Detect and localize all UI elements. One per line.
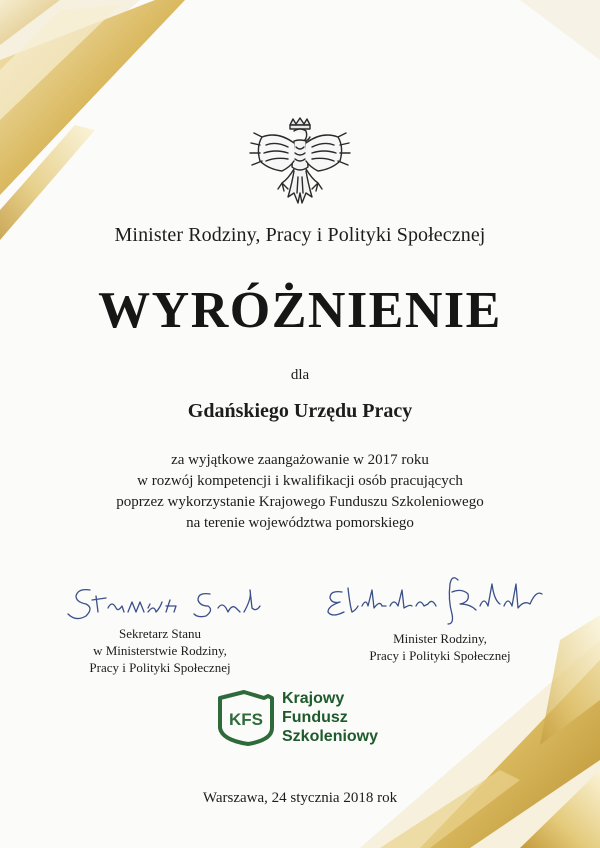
signatory-line: Minister Rodziny, [393, 631, 487, 646]
kfs-logo-text [282, 689, 378, 746]
citation-text [0, 450, 600, 534]
certificate-title: WYRÓŻNIENIE [98, 282, 502, 339]
right-signatory-title [340, 630, 540, 664]
kfs-shield-icon [216, 688, 276, 746]
kfs-logo-line: Szkoleniowy [282, 728, 379, 745]
kfs-logo-line: Krajowy [282, 690, 345, 707]
date-place: Warszawa, 24 stycznia 2018 rok [202, 790, 398, 806]
kfs-badge-text: KFS [229, 710, 263, 729]
left-signature [62, 578, 262, 628]
kfs-logo-line: Fundusz [282, 709, 348, 726]
polish-eagle-emblem [248, 117, 352, 217]
right-signature [320, 570, 550, 626]
recipient-name: Gdańskiego Urzędu Pracy [187, 400, 413, 422]
citation-line: na terenie województwa pomorskiego [186, 515, 414, 531]
signatory-line: Pracy i Polityki Społecznej [369, 648, 511, 663]
citation-line: poprzez wykorzystanie Krajowego Funduszu Szkoleniowego [116, 494, 484, 510]
issuer-name: Minister Rodziny, Pracy i Polityki Społecznej [114, 224, 486, 246]
signatory-line: Pracy i Polityki Społecznej [89, 660, 231, 675]
signatory-line: Sekretarz Stanu [119, 626, 201, 641]
for-word: dla [290, 367, 310, 383]
left-signatory-title [60, 625, 260, 676]
citation-line: w rozwój kompetencji i kwalifikacji osób pracujących [137, 473, 463, 489]
citation-line: za wyjątkowe zaangażowanie w 2017 roku [171, 452, 429, 468]
signatory-line: w Ministerstwie Rodziny, [93, 643, 227, 658]
